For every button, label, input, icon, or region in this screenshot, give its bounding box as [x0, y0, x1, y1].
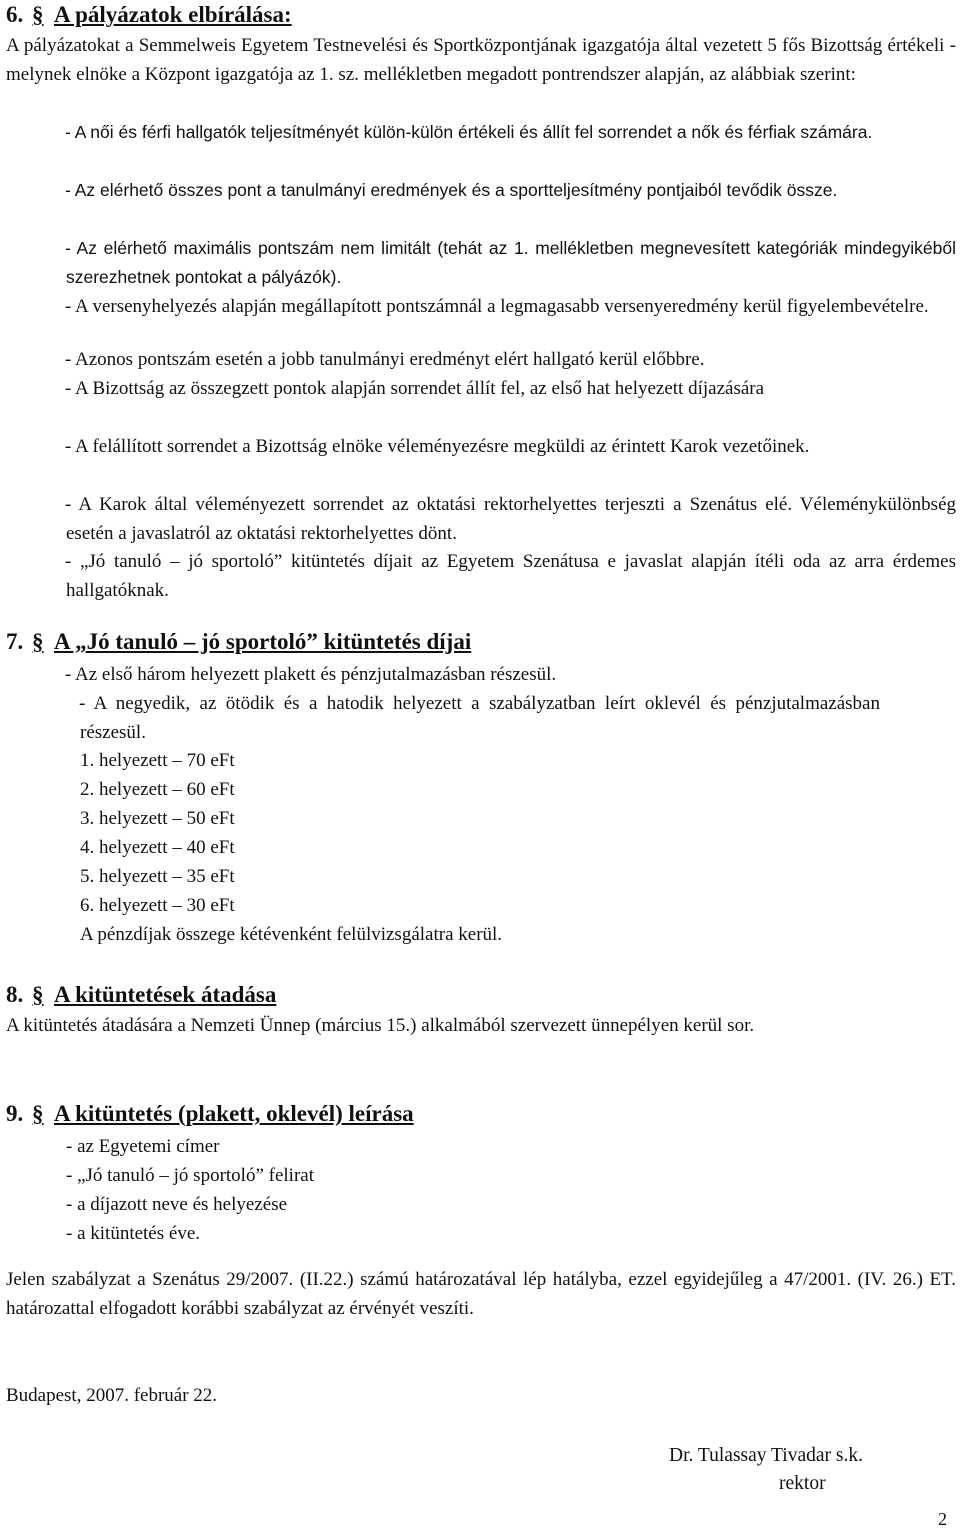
list-item: - A női és férfi hallgatók teljesítményét külön-külön értékeli és állít fel sorrendet a nők és férfiak számára.	[65, 122, 873, 142]
list-item: - Az elérhető maximális pontszám nem limitált (tehát az 1. mellékletben megnevesített kategóriák mindegyikéből szerezhetnek pontokat a pályázók).	[65, 238, 956, 287]
list-item: - Az első három helyezett plakett és pénzjutalmazásban részesül.	[65, 664, 557, 685]
section-8-heading	[6, 980, 276, 1010]
prize-line: 5. helyezett – 35 eFt	[80, 866, 235, 887]
paragraph-symbol: §	[32, 2, 44, 27]
list-item: - „Jó tanuló – jó sportoló” kitüntetés díjait az Egyetem Szenátusa e javaslat alapján ítéli oda az arra érdemes hallgatóknak.	[65, 551, 956, 601]
section-title: A „Jó tanuló – jó sportoló” kitüntetés díjai	[54, 629, 472, 654]
prize-line: 4. helyezett – 40 eFt	[80, 837, 235, 858]
paragraph-symbol: §	[32, 982, 44, 1007]
section-title: A kitüntetés (plakett, oklevél) leírása	[54, 1101, 414, 1126]
list-item: - a díjazott neve és helyezése	[66, 1194, 288, 1215]
section-title: A pályázatok elbírálása:	[54, 2, 292, 27]
section-number: 8.	[6, 982, 24, 1007]
list-item: - A Karok által véleményezett sorrendet az oktatási rektorhelyettes terjeszti a Szenátus elé. Véleménykülönbség esetén a javaslatról az oktatási rektorhelyettes dönt.	[65, 494, 956, 544]
prize-line: 3. helyezett – 50 eFt	[80, 808, 235, 829]
section-title: A kitüntetések átadása	[54, 982, 277, 1007]
section-number: 9.	[6, 1101, 24, 1126]
list-item: - A felállított sorrendet a Bizottság elnöke véleményezésre megküldi az érintett Karok vezetőinek.	[65, 436, 810, 457]
prize-note: A pénzdíjak összege kétévenként felülvizsgálatra kerül.	[80, 924, 503, 945]
closing-paragraph: Jelen szabályzat a Szenátus 29/2007. (II.22.) számú határozatával lép hatályba, ezzel egyidejűleg a 47/2001. (IV. 26.) ET. határozattal elfogadott korábbi szabályzat az érvényét veszíti.	[6, 1269, 956, 1319]
section-number: 6.	[6, 2, 24, 27]
section-7-heading	[6, 627, 471, 657]
section-6-heading	[6, 0, 292, 30]
prize-line: 1. helyezett – 70 eFt	[80, 750, 235, 771]
list-item: - „Jó tanuló – jó sportoló” felirat	[66, 1165, 314, 1186]
paragraph-symbol: §	[32, 1101, 44, 1126]
prize-line: 2. helyezett – 60 eFt	[80, 779, 235, 800]
paragraph-symbol: §	[32, 629, 44, 654]
section-number: 7.	[6, 629, 24, 654]
prize-line: 6. helyezett – 30 eFt	[80, 895, 235, 916]
section-9-heading	[6, 1099, 414, 1129]
list-item: - A negyedik, az ötödik és a hatodik helyezett a szabályzatban leírt oklevél és pénzjutalmazásban részesül.	[79, 693, 880, 743]
signatory-title: rektor	[779, 1473, 826, 1494]
section-6-intro: A pályázatokat a Semmelweis Egyetem Testnevelési és Sportközpontjának igazgatója által vezetett 5 fős Bizottság értékeli - melynek elnöke a Központ igazgatója az 1. sz. mellékletben megadott pontrendszer alapján, az alábbiak szerint:	[6, 35, 956, 85]
list-item: - Azonos pontszám esetén a jobb tanulmányi eredményt elért hallgató kerül előbbre.	[65, 349, 705, 370]
signatory-name: Dr. Tulassay Tivadar s.k.	[669, 1445, 863, 1466]
list-item: - A versenyhelyezés alapján megállapított pontszámnál a legmagasabb versenyeredmény kerül figyelembevételre.	[65, 296, 929, 317]
page-number: 2	[938, 1509, 947, 1529]
list-item: - Az elérhető összes pont a tanulmányi eredmények és a sportteljesítmény pontjaiból tevődik össze.	[65, 180, 838, 200]
section-8-text: A kitüntetés átadására a Nemzeti Ünnep (március 15.) alkalmából szervezett ünnepélyen kerül sor.	[6, 1015, 755, 1036]
list-item: - az Egyetemi címer	[66, 1136, 220, 1157]
list-item: - a kitüntetés éve.	[66, 1223, 201, 1244]
list-item: - A Bizottság az összegzett pontok alapján sorrendet állít fel, az első hat helyezett díjazására	[65, 378, 765, 399]
place-date: Budapest, 2007. február 22.	[6, 1385, 218, 1406]
